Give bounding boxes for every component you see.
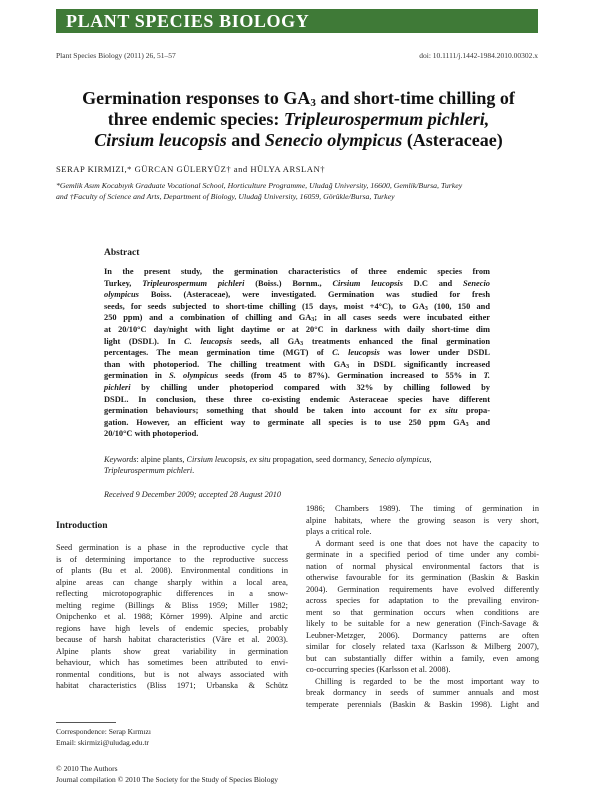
keywords: Keywords: alpine plants, Cirsium leucopsis, ex situ propagation, seed dormancy, Senecio olympicus, Tripleurospermum pichleri. xyxy=(104,455,432,476)
received-dates: Received 9 December 2009; accepted 28 August 2010 xyxy=(104,490,281,499)
copyright-footer: © 2010 The Authors Journal compilation © 2010 The Society for the Study of Species Biology xyxy=(56,764,278,784)
article-title: Germination responses to $GA_3$ and short-time chilling of three endemic species: Tripleurospermum pichleri, Cirsium leucopsis and Senecio olympicus (Asteraceae) xyxy=(82,88,515,150)
correspondence-email[interactable]: Email: skirmizi@uludag.edu.tr xyxy=(56,737,149,747)
abstract-heading: Abstract xyxy=(104,248,140,258)
footnote-divider xyxy=(56,722,116,723)
introduction-heading: Introduction xyxy=(56,521,108,531)
correspondence-name: Correspondence: Serap Kırmızı xyxy=(56,727,151,736)
citation: Plant Species Biology (2011) 26, 51–57 xyxy=(56,51,176,60)
correspondence xyxy=(56,727,151,748)
affiliations: *Gemlik Asım Kocabıyık Graduate Vocational School, Horticulture Programme, Uludağ University, 16600, Gemlik/Bursa, Turkey and †Faculty of Science and Arts, Department of Biology, Uludağ University, 16059, Görükle/Bursa, Turkey xyxy=(56,181,463,201)
journal-banner xyxy=(56,9,538,33)
author-list: SERAP KIRMIZI,* GÜRCAN GÜLERYÜZ† and HÜLYA ARSLAN† xyxy=(56,164,325,174)
intro-column-left: Introduction Seed germination is a phase in the reproductive cycle that is of determining importance to the reproductive success of plants (Bu et al. 2008). Environmental conditions in alpine areas can change sharply within a local area, reflecting microtopographic differences in a snow- melting regime (Billings & Bliss 1959; Miller 1982; Onipchenko et al. 1988; Körner 1999). Alpine and arctic regions have high levels of endemic species, probably because of harsh habitat characteristics (Väre et al. 2003). Alpine plants show great variability in germination behaviour, which has sometimes been attributed to envi- ronmental conditions, but is not always associated with habitat characteristics (Bliss 1971; Urbanska & Schütz xyxy=(56,521,288,690)
intro-column-right: 1986; Chambers 1989). The timing of germination in alpine habitats, where the growing season is very short, plays a critical role. A dormant seed is one that does not have the capacity to germinate in a specified period of time under any combi- nation of normal physical environmental factors that is otherwise favourable for its germination (Baskin & Baskin 2004). Germination requirements have evolved differently across species for adaptation to the prevailing environ- ment so that germination occurs when conditions are likely to be suitable for a new generation (Finch-Savage & Leubner-Metzger, 2006). Dormancy patterns are often similar for closely related taxa (Karlsson & Milberg 2007), but can substantially differ within a family, even among co-occurring species (Karlsson et al. 2008). Chilling is regarded to be the most important way to break dormancy in seeds of summer annuals and most temperate perennials (Baskin & Baskin 1998). Light and xyxy=(306,504,539,709)
abstract-body: In the present study, the germination characteristics of three endemic species from Turkey, Tripleurospermum pichleri (Boiss.) Bornm., Cirsium leucopsis D.C and Senecio olympicus Boiss. (Asteraceae), were investigated. Germination was studied for fresh seeds, for seeds subjected to short-time chilling (15 days, moist +4°C), to $GA_3$ (100, 150 and 250 ppm) and a combination of chilling and $GA_3$; in all cases seeds were incubated either at 20/10°C day/night with light daytime or at 20°C in darkness with daily short-time dim light (DSDL). In C. leucopsis seeds, all $GA_3$ treatments enhanced the final germination percentages. The mean germination time (MGT) of C. leucopsis was lower under DSDL than with photoperiod. The chilling treatment with $GA_3$ in DSDL significantly increased germination in S. olympicus seeds (from 45 to 87%). Germination increased to 55% in T. pichleri by chilling under photoperiod compared with 32% by chilling followed by DSDL. In conclusion, these three co-existing endemic Asteraceae species have different germination behaviours; something that should be taken into account for ex situ propa- gation. However, an efficient way to germinate all species is to use 250 ppm $GA_3$ and 20/10°C with photoperiod. xyxy=(104,267,491,439)
journal-name: PLANT SPECIES BIOLOGY xyxy=(66,11,310,31)
doi[interactable]: doi: 10.1111/j.1442-1984.2010.00302.x xyxy=(419,51,538,60)
